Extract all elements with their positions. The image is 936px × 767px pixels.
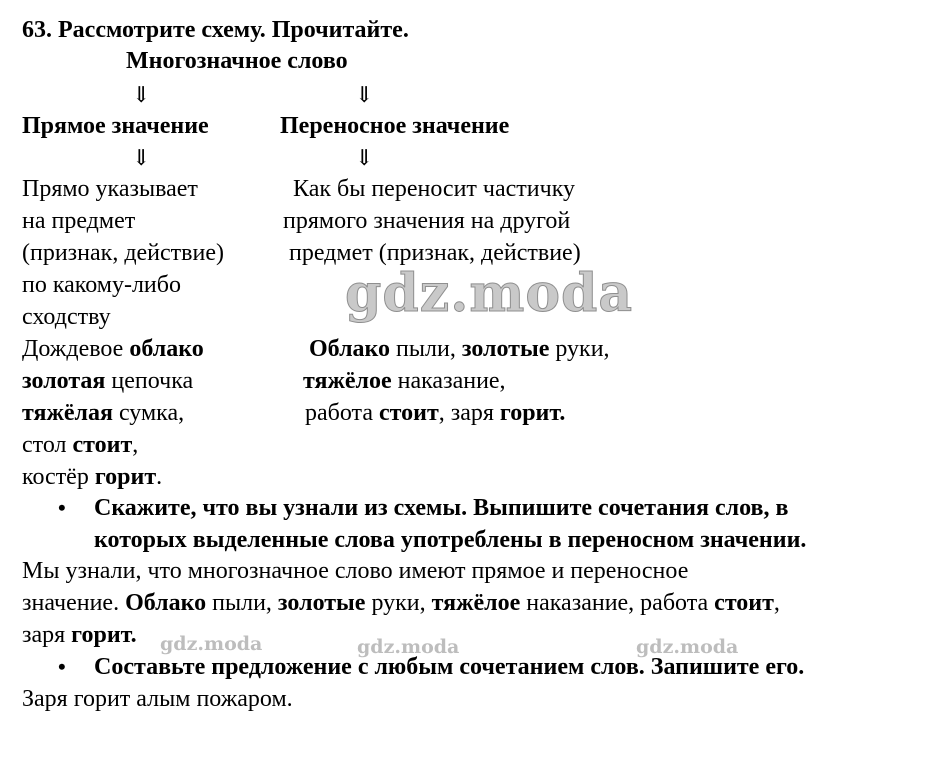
bullet-icon: •	[58, 495, 66, 520]
direct-example: золотая цепочка	[22, 368, 194, 394]
figurative-meaning-heading: Переносное значение	[280, 113, 510, 139]
watermark: gdz.moda	[636, 636, 739, 658]
task-text: Скажите, что вы узнали из схемы. Выпишите сочетания слов, в	[94, 495, 789, 521]
direct-desc-line: Прямо указывает	[22, 176, 198, 202]
figurative-example: работа стоит, заря горит.	[305, 400, 566, 426]
down-arrow-icon: ⇓	[355, 145, 374, 170]
down-arrow-icon: ⇓	[132, 145, 151, 170]
direct-desc-line: сходству	[22, 304, 111, 330]
direct-example: костёр горит.	[22, 464, 163, 490]
direct-meaning-heading: Прямое значение	[22, 113, 209, 139]
answer-text: значение. Облако пыли, золотые руки, тяжёлое наказание, работа стоит,	[22, 590, 780, 616]
scheme-top-label: Многозначное слово	[126, 48, 348, 74]
figurative-desc-line: прямого значения на другой	[283, 208, 571, 234]
down-arrow-icon: ⇓	[132, 82, 151, 107]
task-text: которых выделенные слова употреблены в переносном значении.	[94, 527, 807, 553]
page-title: 63. Рассмотрите схему. Прочитайте.	[22, 17, 409, 43]
direct-example: стол стоит,	[22, 432, 139, 458]
down-arrow-icon: ⇓	[355, 82, 374, 107]
watermark: gdz.moda	[345, 263, 634, 324]
figurative-desc-line: предмет (признак, действие)	[289, 240, 581, 266]
watermark: gdz.moda	[357, 636, 460, 658]
answer-text: заря горит.	[22, 622, 137, 648]
direct-desc-line: на предмет	[22, 208, 136, 234]
direct-example: Дождевое облако	[22, 336, 204, 362]
task-text: Составьте предложение с любым сочетанием слов. Запишите его.	[94, 654, 805, 680]
direct-desc-line: (признак, действие)	[22, 240, 224, 266]
figurative-example: Облако пыли, золотые руки,	[309, 336, 610, 362]
figurative-desc-line: Как бы переносит частичку	[293, 176, 576, 202]
direct-example: тяжёлая сумка,	[22, 400, 185, 426]
watermark: gdz.moda	[160, 633, 263, 655]
bullet-icon: •	[58, 654, 66, 679]
figurative-example: тяжёлое наказание,	[303, 368, 506, 394]
direct-desc-line: по какому-либо	[22, 272, 181, 298]
answer-text: Мы узнали, что многозначное слово имеют прямое и переносное	[22, 558, 689, 584]
answer-text: Заря горит алым пожаром.	[22, 686, 293, 712]
